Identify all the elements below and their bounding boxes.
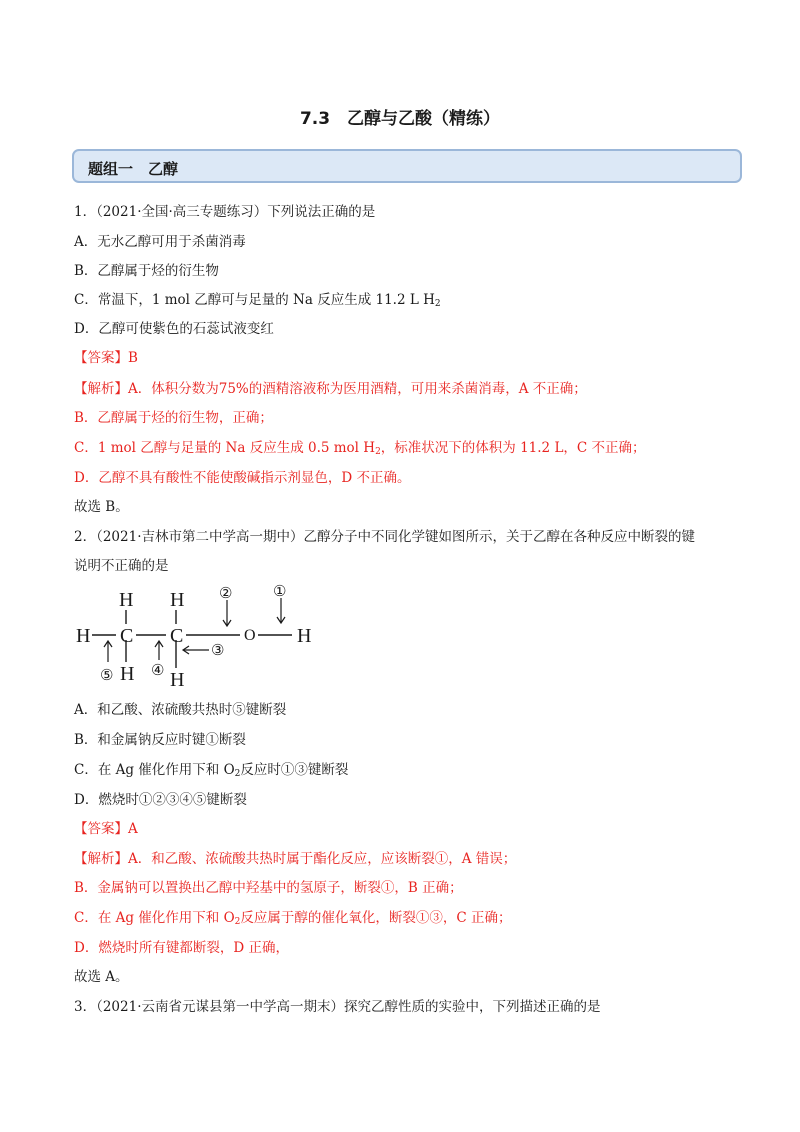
question-1-option-a: A．无水乙醇可用于杀菌消毒: [74, 234, 246, 250]
subscript: 2: [434, 299, 441, 309]
question-2-analysis-d: D．燃烧时所有键都断裂，D 正确，: [74, 940, 289, 956]
subscript: 2: [234, 917, 241, 927]
analysis-c-text: C．在 Ag 催化作用下和 O: [74, 910, 235, 926]
question-1-option-b: B．乙醇属于烃的衍生物: [74, 263, 219, 279]
question-3-stem: 3．（2021·云南省元谋县第一中学高一期末）探究乙醇性质的实验中，下列描述正确的是: [74, 999, 601, 1015]
ethanol-bond-diagram: [72, 582, 332, 692]
option-c-text: C．常温下，1 mol 乙醇可与足量的 Na 反应生成 11.2 L H: [74, 292, 435, 308]
bond-label-2: ②: [219, 586, 233, 602]
bond-label-3: ③: [211, 643, 225, 659]
atom-h-bottom-2: H: [170, 669, 185, 691]
analysis-c-tail: 反应属于醇的催化氧化，断裂①③，C 正确；: [240, 910, 512, 926]
question-2-stem: 2．（2021·吉林市第二中学高一期中）乙醇分子中不同化学键如图所示，关于乙醇在各种反应中断裂的键: [74, 529, 695, 545]
atom-h-bottom-1: H: [120, 663, 135, 685]
atom-c-2: C: [170, 625, 184, 647]
section-header-label: 题组一 乙醇: [88, 160, 179, 178]
analysis-c-text: C．1 mol 乙醇与足量的 Na 反应生成 0.5 mol H: [74, 440, 376, 456]
question-1-option-c: [74, 291, 441, 313]
question-1-analysis-b: B．乙醇属于烃的衍生物，正确；: [74, 410, 273, 426]
atom-o: O: [244, 627, 256, 644]
question-2-analysis-a: 【解析】A．和乙酸、浓硫酸共热时属于酯化反应，应该断裂①，A 错误；: [74, 851, 517, 867]
question-1-stem: 1．（2021·全国·高三专题练习）下列说法正确的是: [74, 204, 376, 220]
option-c-tail: 反应时①③键断裂: [240, 762, 349, 778]
question-1-conclusion: 故选 B。: [74, 499, 129, 515]
page-title: 7.3 乙醇与乙酸（精练）: [299, 109, 501, 129]
atom-h-top-2: H: [170, 589, 185, 611]
question-2-answer: 【答案】A: [74, 821, 138, 837]
section-header: [72, 149, 742, 183]
question-2-option-a: A．和乙酸、浓硫酸共热时⑤键断裂: [74, 702, 287, 718]
question-2-analysis-c: [74, 909, 512, 931]
bond-label-4: ④: [151, 663, 165, 679]
bond-label-5: ⑤: [100, 668, 114, 684]
subscript: 2: [234, 769, 241, 779]
question-1-option-d: D．乙醇可使紫色的石蕊试液变红: [74, 321, 274, 337]
question-2-option-c: [74, 761, 348, 783]
analysis-c-tail: ，标准状况下的体积为 11.2 L，C 不正确；: [380, 440, 646, 456]
question-1-answer: 【答案】B: [74, 350, 138, 366]
question-1-analysis-a: 【解析】A．体积分数为75%的酒精溶液称为医用酒精，可用来杀菌消毒，A 不正确；: [74, 381, 587, 397]
question-2-option-b: B．和金属钠反应时键①断裂: [74, 732, 246, 748]
atom-h-right: H: [297, 625, 312, 647]
atom-h-left: H: [76, 625, 91, 647]
question-2-conclusion: 故选 A。: [74, 969, 129, 985]
question-1-analysis-c: [74, 439, 646, 461]
atom-h-top-1: H: [119, 589, 134, 611]
atom-c-1: C: [120, 625, 134, 647]
subscript: 2: [375, 447, 381, 457]
question-1-analysis-d: D．乙醇不具有酸性不能使酸碱指示剂显色，D 不正确。: [74, 470, 411, 486]
bond-label-1: ①: [273, 584, 287, 600]
question-2-stem-continued: 说明不正确的是: [74, 558, 169, 574]
option-c-text: C．在 Ag 催化作用下和 O: [74, 762, 235, 778]
question-2-analysis-b: B．金属钠可以置换出乙醇中羟基中的氢原子，断裂①，B 正确；: [74, 880, 463, 896]
question-2-option-d: D．燃烧时①②③④⑤键断裂: [74, 792, 247, 808]
